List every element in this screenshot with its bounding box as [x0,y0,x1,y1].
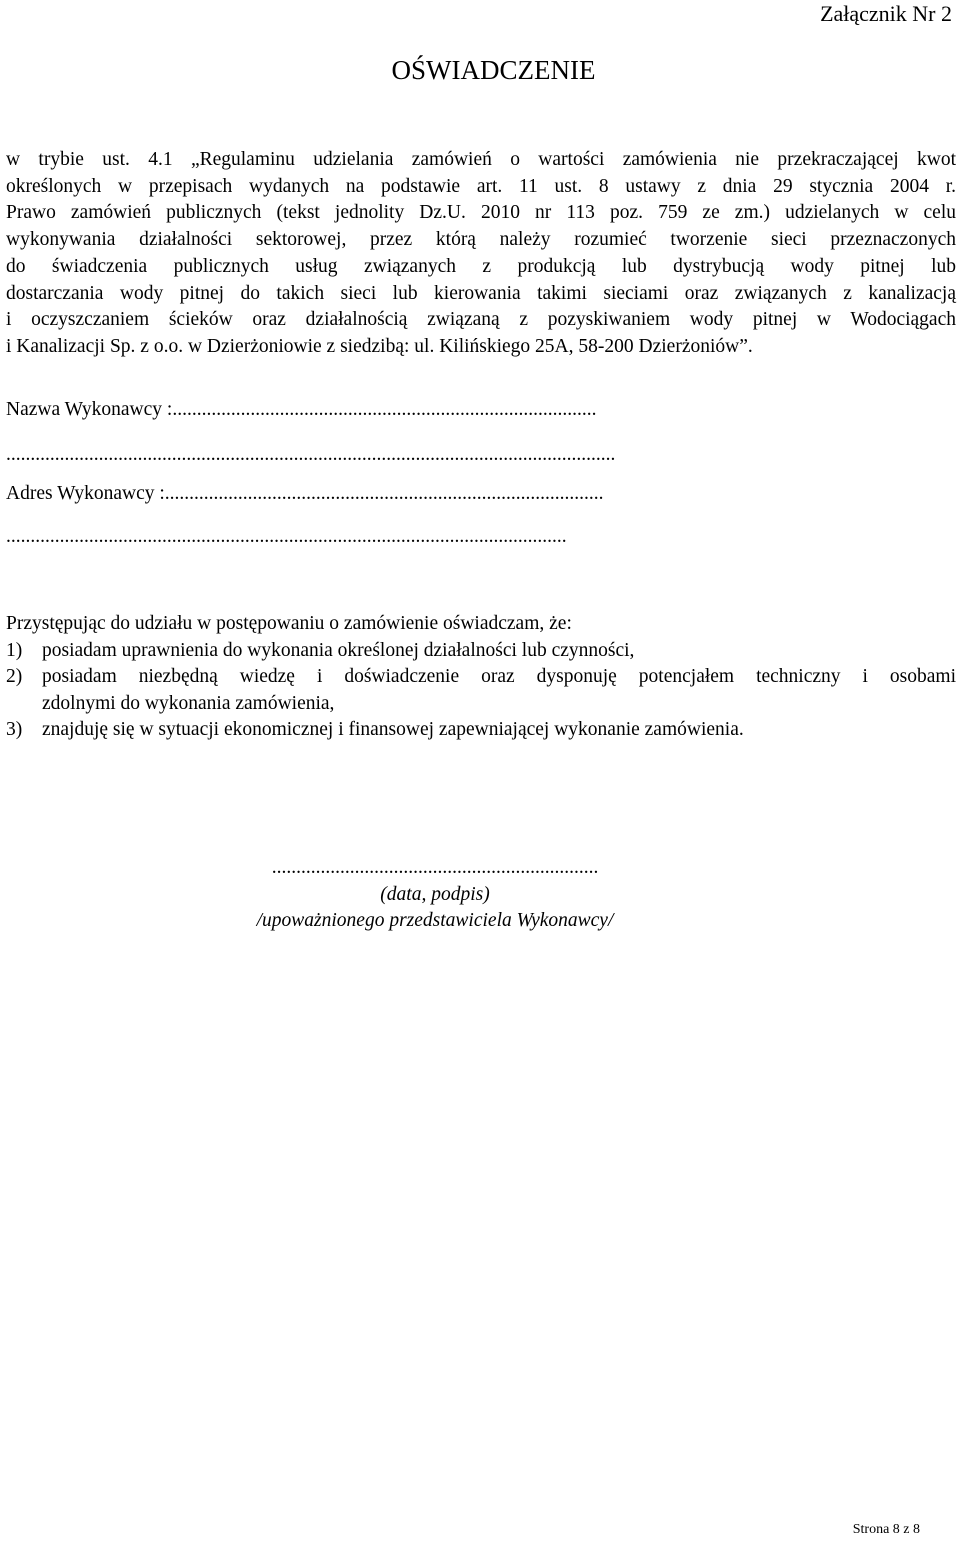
item-line: posiadam niezbędną wiedzę i doświadczenie oraz dysponuję potencjałem techniczny i osobami [42,666,956,687]
intro-line: do świadczenia publicznych usług związanych z produkcją lub dystrybucją wody pitnej lub [6,255,956,277]
intro-line: Prawo zamówień publicznych (tekst jednolity Dz.U. 2010 nr 113 poz. 759 ze zm.) udzielanych w celu [6,202,956,224]
signature-line[interactable]: ................................................................... [271,857,599,878]
intro-line: określonych w przepisach wydanych na podstawie art. 11 ust. 8 ustawy z dnia 29 stycznia 2004 r. [6,175,956,197]
contractor-address-field[interactable]: Adres Wykonawcy :.......................................................................................... [6,483,604,504]
declaration-item [6,664,956,717]
item-number: 2) [6,666,23,687]
item-number: 1) [6,639,23,661]
signature-caption: (data, podpis) [380,883,490,905]
signature-block [215,855,655,935]
signature-role: /upoważnionego przedstawiciela Wykonawcy/ [256,910,614,931]
declaration-section [6,611,956,744]
contractor-address-continuation[interactable]: ................................................................................................................... [6,526,567,547]
intro-line: wykonywania działalności sektorowej, przez którą należy rozumieć tworzenie sieci przeznaczonych [6,229,956,251]
page-number: Strona 8 z 8 [852,1522,920,1537]
item-line: zdolnymi do wykonania zamówienia, [42,692,335,714]
annex-label: Załącznik Nr 2 [820,1,952,26]
intro-line: w trybie ust. 4.1 „Regulaminu udzielania zamówień o wartości zamówienia nie przekraczającej kwot [6,149,956,170]
item-line: posiadam uprawnienia do wykonania określonej działalności lub czynności, [42,639,635,661]
declaration-lead: Przystępując do udziału w postępowaniu o zamówienie oświadczam, że: [6,613,572,634]
contractor-name-continuation[interactable]: ............................................................................................................................. [6,444,616,465]
contractor-name-field[interactable]: Nazwa Wykonawcy :....................................................................................... [6,399,597,420]
item-text [42,717,956,744]
item-text [42,664,956,717]
item-line: znajduję się w sytuacji ekonomicznej i finansowej zapewniającej wykonanie zamówienia. [42,719,744,740]
intro-line: dostarczania wody pitnej do takich sieci lub kierowania takimi sieciami oraz związanych z kanalizacją [6,282,956,304]
intro-line: i Kanalizacji Sp. z o.o. w Dzierżoniowie z siedzibą: ul. Kilińskiego 25A, 58-200 Dzierżoniów”. [6,335,753,357]
declaration-item [6,717,956,744]
declaration-item [6,638,956,665]
item-number: 3) [6,719,23,740]
intro-paragraph [6,147,956,361]
intro-line: i oczyszczaniem ścieków oraz działalnością związaną z pozyskiwaniem wody pitnej w Wodociągach [6,309,956,331]
item-text [42,638,956,665]
page-title: OŚWIADCZENIE [391,55,596,85]
